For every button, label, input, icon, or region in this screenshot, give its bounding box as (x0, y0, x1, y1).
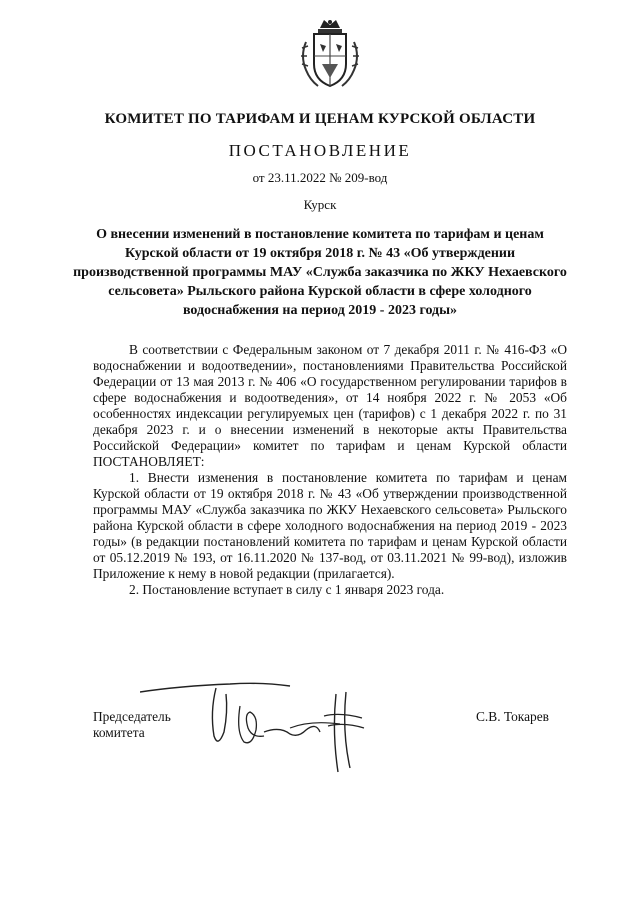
document-type: ПОСТАНОВЛЕНИЕ (228, 141, 412, 160)
document-number: от 23.11.2022 № 209-вод (252, 170, 388, 185)
document-body (93, 342, 567, 598)
position-line-1: Председатель (93, 709, 171, 724)
preamble-paragraph: В соответствии с Федеральным законом от 7 декабря 2011 г. № 416-ФЗ «О водоснабжении и водоотведении», постановлениями Правительства Российской Федерации от 13 мая 2013 г. № 406 «О государственном регулировании тарифов в сфере водоснабжения и водоотведения», от 14 ноября 2022 г. № 2053 «Об особенностях индексации регулируемых цен (тарифов) с 1 декабря 2022 г. по 31 декабря 2023 г. и о внесении изменений в некоторые акты Правительства Российской Федерации» комитет по тарифам и ценам Курской области ПОСТАНОВЛЯЕТ: (93, 342, 567, 469)
signatory-name: С.В. Токарев (476, 709, 549, 724)
organization-title: КОМИТЕТ ПО ТАРИФАМ И ЦЕНАМ КУРСКОЙ ОБЛАСТИ (104, 111, 536, 127)
item-1-paragraph: 1. Внести изменения в постановление комитета по тарифам и ценам Курской области от 19 октября 2018 г. № 43 «Об утверждении производственной программы МАУ «Служба заказчика по ЖКУ Нехаевского сельсовета» Рыльского района Курской области в сфере холодного водоснабжения на период 2019 - 2023 годы» (в редакции постановлений комитета по тарифам и ценам Курской области от 05.12.2019 № 193, от 16.11.2020 № 137-вод, от 03.11.2021 № 99-вод), изложив Приложение к нему в новой редакции (прилагается). (93, 470, 567, 581)
kursk-coat-of-arms-icon (296, 16, 364, 92)
position-line-2: комитета (93, 725, 145, 740)
handwritten-signature (140, 672, 400, 782)
item-2-paragraph: 2. Постановление вступает в силу с 1 января 2023 года. (129, 582, 445, 597)
document-city: Курск (303, 197, 337, 212)
document-subject: О внесении изменений в постановление комитета по тарифам и ценам Курской области от 19 октября 2018 г. № 43 «Об утверждении производственной программы МАУ «Служба заказчика по ЖКУ Нехаевского сельсовета» Рыльского района Курской области в сфере холодного водоснабжения на период 2019 - 2023 годы» (73, 227, 567, 318)
